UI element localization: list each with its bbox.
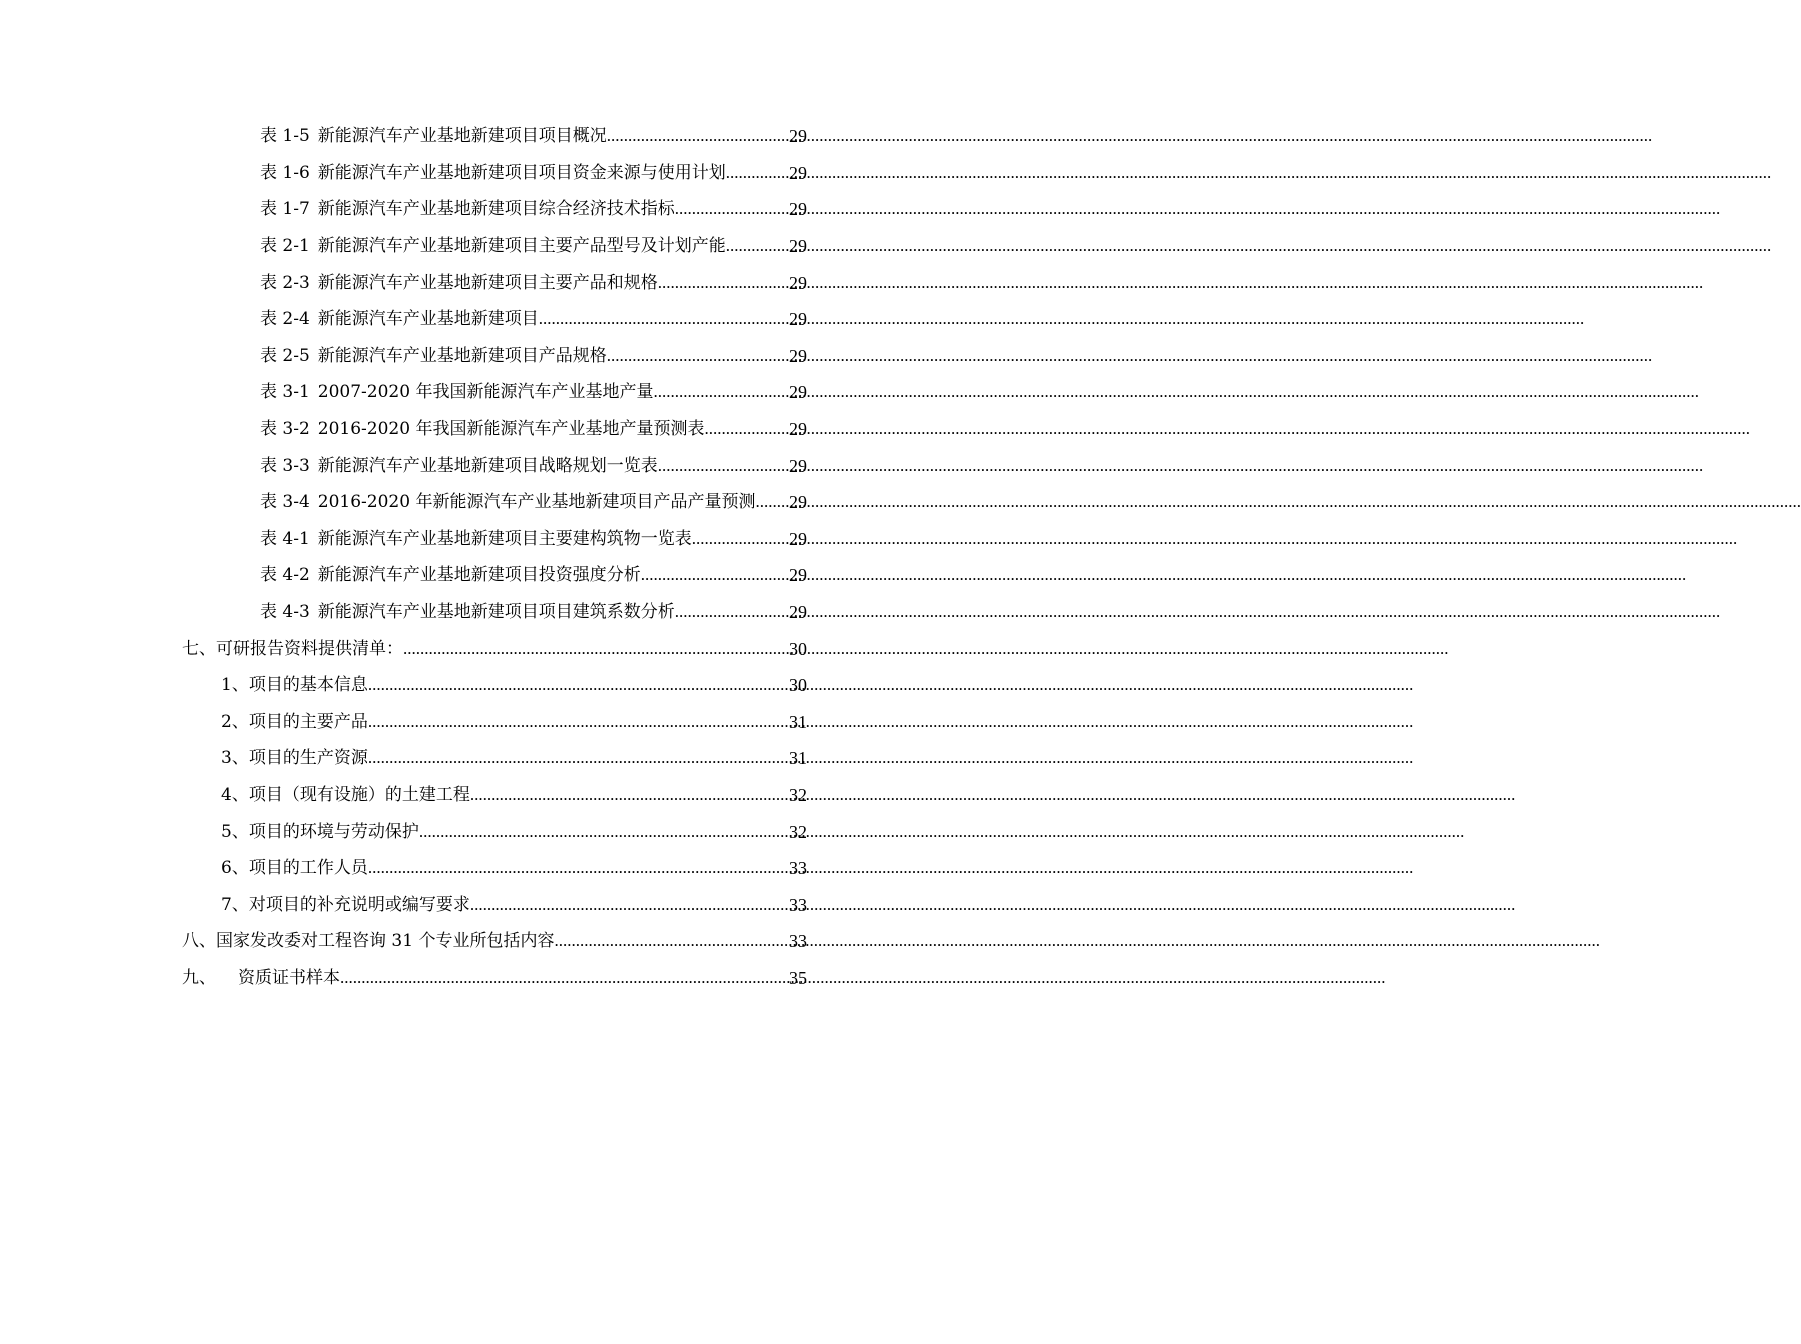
toc-entry-title: 2016-2020 年我国新能源汽车产业基地产量预测表 [317, 419, 705, 440]
toc-page-number: 29 [789, 126, 807, 147]
toc-dot-leader [340, 967, 789, 989]
toc-entry-title: 4、项目（现有设施）的土建工程 [221, 784, 470, 805]
toc-entry-text [260, 601, 675, 623]
toc-page-number: 30 [789, 638, 807, 659]
toc-entry-number: 表 2-4 [260, 309, 310, 330]
toc-entry-title: 资质证书样本 [238, 967, 340, 988]
toc-dot-leader [658, 272, 789, 294]
toc-dot-leader [704, 418, 789, 440]
toc-page-number: 29 [789, 419, 807, 440]
toc-entry-title: 八、国家发改委对工程咨询 31 个专业所包括内容 [182, 931, 555, 952]
toc-entry[interactable] [0, 447, 807, 484]
toc-page-number: 32 [789, 784, 807, 805]
toc-page-number: 29 [789, 309, 807, 330]
toc-dot-leader [726, 235, 789, 257]
toc-dot-leader [539, 308, 789, 330]
toc-page-number: 31 [789, 748, 807, 769]
toc-page-number: 29 [789, 162, 807, 183]
toc-entry-text [182, 930, 554, 952]
toc-entry[interactable] [0, 740, 807, 777]
toc-dot-leader [675, 601, 789, 623]
toc-dot-leader [675, 198, 789, 220]
toc-entry-title: 新能源汽车产业基地新建项目项目建筑系数分析 [317, 602, 675, 623]
toc-entry-title: 1、项目的基本信息 [221, 675, 368, 696]
toc-entry[interactable] [0, 228, 807, 265]
toc-entry[interactable] [0, 118, 807, 155]
toc-dot-leader [470, 894, 789, 916]
toc-entry-text [260, 528, 692, 550]
toc-dot-leader [368, 674, 789, 696]
toc-entry[interactable] [0, 667, 807, 704]
toc-entry-title: 新能源汽车产业基地新建项目项目概况 [317, 126, 607, 147]
toc-entry-number: 表 3-3 [260, 455, 310, 476]
toc-entry-title: 6、项目的工作人员 [221, 858, 368, 879]
toc-page-number: 29 [789, 345, 807, 366]
toc-entry-text [221, 747, 368, 769]
toc-page-number: 31 [789, 711, 807, 732]
toc-entry[interactable] [0, 374, 807, 411]
toc-dot-leader [368, 711, 789, 733]
toc-page-number: 35 [789, 967, 807, 988]
toc-entry-text [260, 491, 755, 513]
toc-dot-leader [726, 162, 789, 184]
toc-entry-text [260, 235, 726, 257]
toc-entry[interactable] [0, 777, 807, 814]
toc-entry-text [260, 162, 726, 184]
toc-dot-leader [692, 528, 789, 550]
toc-entry[interactable] [0, 813, 807, 850]
toc-entry-text [260, 345, 607, 367]
toc-entry[interactable] [0, 338, 807, 375]
toc-entry[interactable] [0, 411, 807, 448]
toc-entry-number: 表 3-2 [260, 419, 310, 440]
toc-dot-leader [641, 564, 789, 586]
toc-entry[interactable] [0, 923, 807, 960]
toc-page-number: 29 [789, 236, 807, 257]
toc-entry-number: 九、 [182, 967, 216, 988]
toc-entry-title: 新能源汽车产业基地新建项目 [317, 309, 539, 330]
toc-dot-leader [403, 638, 789, 660]
toc-dot-leader [658, 455, 789, 477]
toc-page-number: 33 [789, 894, 807, 915]
toc-dot-leader [554, 930, 789, 952]
toc-entry-text [260, 418, 704, 440]
toc-entry[interactable] [0, 886, 807, 923]
toc-entry-number: 表 3-4 [260, 492, 310, 513]
toc-entry[interactable] [0, 484, 807, 521]
toc-entry-title: 新能源汽车产业基地新建项目项目资金来源与使用计划 [317, 162, 726, 183]
toc-entry-number: 表 1-7 [260, 199, 310, 220]
toc-entry[interactable] [0, 704, 807, 741]
toc-entry[interactable] [0, 301, 807, 338]
toc-entry-title: 七、可研报告资料提供清单： [182, 638, 403, 659]
toc-entry-title: 新能源汽车产业基地新建项目投资强度分析 [317, 565, 641, 586]
toc-entry-title: 3、项目的生产资源 [221, 748, 368, 769]
toc-entry-text [260, 381, 653, 403]
toc-entry-title: 新能源汽车产业基地新建项目主要产品和规格 [317, 272, 658, 293]
toc-entry[interactable] [0, 557, 807, 594]
toc-page-number: 33 [789, 931, 807, 952]
toc-entry-title: 2、项目的主要产品 [221, 711, 368, 732]
toc-entry[interactable] [0, 630, 807, 667]
toc-dot-leader [419, 821, 789, 843]
toc-entry[interactable] [0, 264, 807, 301]
toc-entry-text [221, 784, 470, 806]
toc-entry-title: 新能源汽车产业基地新建项目主要产品型号及计划产能 [317, 236, 726, 257]
toc-entry-text [182, 967, 340, 989]
toc-page-number: 29 [789, 199, 807, 220]
toc-entry[interactable] [0, 850, 807, 887]
toc-dot-leader [607, 345, 789, 367]
toc-entry-text [221, 821, 419, 843]
toc-entry-number: 表 2-1 [260, 236, 310, 257]
toc-entry-text [260, 455, 658, 477]
table-of-contents [0, 118, 950, 996]
toc-page-number: 32 [789, 821, 807, 842]
toc-entry-text [182, 638, 403, 660]
toc-dot-leader [755, 491, 789, 513]
toc-entry-number: 表 4-1 [260, 528, 310, 549]
toc-page-number: 29 [789, 528, 807, 549]
toc-entry-text [221, 894, 470, 916]
toc-page-number: 29 [789, 455, 807, 476]
toc-entry-title: 5、项目的环境与劳动保护 [221, 821, 419, 842]
toc-entry[interactable] [0, 191, 807, 228]
toc-entry-text [260, 272, 658, 294]
toc-dot-leader [653, 381, 789, 403]
toc-entry-text [221, 857, 368, 879]
toc-entry-number: 表 1-5 [260, 126, 310, 147]
toc-entry-title: 7、对项目的补充说明或编写要求 [221, 894, 470, 915]
toc-entry-number: 表 1-6 [260, 162, 310, 183]
toc-entry-text [260, 308, 539, 330]
toc-dot-leader [470, 784, 789, 806]
toc-entry-text [260, 198, 675, 220]
toc-page-number: 29 [789, 492, 807, 513]
toc-page-number: 29 [789, 382, 807, 403]
toc-entry-title: 新能源汽车产业基地新建项目战略规划一览表 [317, 455, 658, 476]
toc-page-number: 30 [789, 675, 807, 696]
toc-page-number: 29 [789, 565, 807, 586]
toc-entry[interactable] [0, 594, 807, 631]
toc-entry-text [221, 711, 368, 733]
toc-entry-title: 新能源汽车产业基地新建项目主要建构筑物一览表 [317, 528, 692, 549]
toc-entry[interactable] [0, 521, 807, 558]
toc-entry-title: 新能源汽车产业基地新建项目产品规格 [317, 345, 607, 366]
toc-entry-number: 表 4-2 [260, 565, 310, 586]
toc-entry-number: 表 4-3 [260, 602, 310, 623]
toc-dot-leader [607, 125, 789, 147]
toc-entry-text [260, 125, 607, 147]
toc-entry-text [221, 674, 368, 696]
toc-dot-leader [368, 747, 789, 769]
toc-entry-number: 表 2-5 [260, 345, 310, 366]
toc-page-number: 29 [789, 272, 807, 293]
toc-entry-number: 表 3-1 [260, 382, 310, 403]
toc-dot-leader [368, 857, 789, 879]
toc-entry-number: 表 2-3 [260, 272, 310, 293]
toc-entry-text [260, 564, 641, 586]
toc-entry-title: 新能源汽车产业基地新建项目综合经济技术指标 [317, 199, 675, 220]
toc-entry-title: 2016-2020 年新能源汽车产业基地新建项目产品产量预测 [317, 492, 756, 513]
toc-entry[interactable] [0, 155, 807, 192]
toc-page-number: 33 [789, 858, 807, 879]
toc-entry-title: 2007-2020 年我国新能源汽车产业基地产量 [317, 382, 654, 403]
toc-entry[interactable] [0, 960, 807, 997]
toc-page-number: 29 [789, 602, 807, 623]
